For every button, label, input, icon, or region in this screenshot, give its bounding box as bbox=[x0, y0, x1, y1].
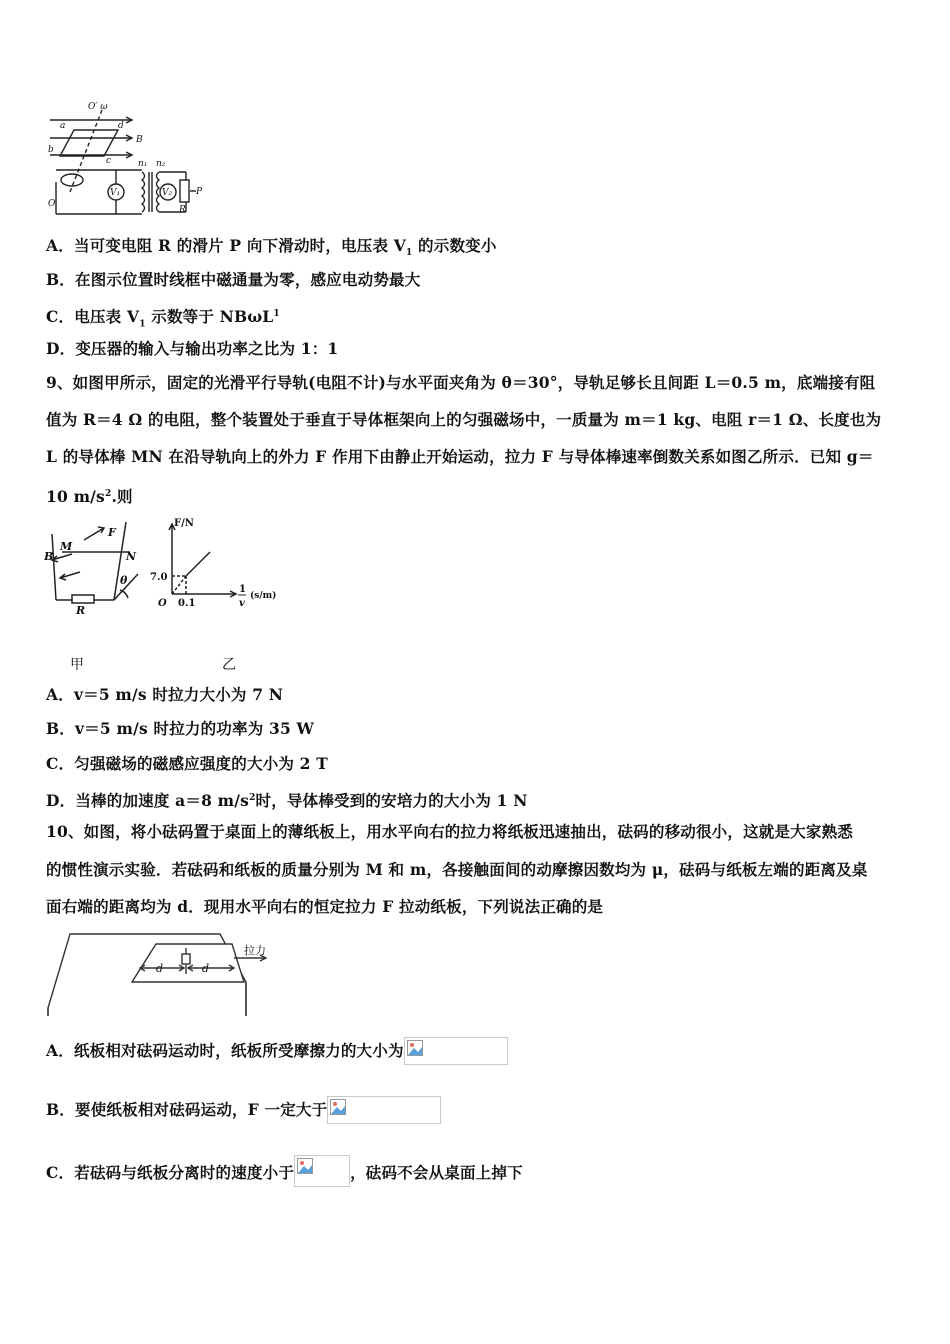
q9-stem-line-4: 10 $m/s^2$.则 bbox=[46, 487, 133, 507]
q9-jia-label-R: R bbox=[76, 604, 86, 617]
q8-option-d: D．变压器的输入与输出功率之比为 1：1 bbox=[46, 339, 339, 358]
q8-label-v2: V₂ bbox=[162, 188, 173, 198]
q9-yi-ytick: 7.0 bbox=[150, 572, 168, 583]
q9-figure-jia bbox=[44, 514, 154, 618]
q8-option-b: B．在图示位置时线框中磁通量为零，感应电动势最大 bbox=[46, 270, 421, 289]
q10-fig-d-right: d bbox=[202, 962, 210, 975]
q9-yi-xlabel-num: 1 bbox=[239, 584, 246, 595]
q9-yi-ylabel: F/N bbox=[174, 518, 194, 529]
q10-option-b: B．要使纸板相对砝码运动，F 一定大于 bbox=[46, 1096, 441, 1124]
q8-label-c: c bbox=[106, 156, 112, 166]
q9-stem-line-1: 9、如图甲所示，固定的光滑平行导轨(电阻不计)与水平面夹角为 θ＝30°，导轨足够长且间距 L＝0.5 m，底端接有阻 bbox=[46, 373, 876, 392]
q9-yi-xunit: (s/m) bbox=[250, 591, 277, 601]
broken-image-icon bbox=[330, 1099, 346, 1115]
formula-image-placeholder bbox=[404, 1037, 508, 1065]
q8-label-n2: n₂ bbox=[156, 159, 166, 169]
q10-stem-line-2: 的惯性演示实验．若砝码和纸板的质量分别为 M 和 m，各接触面间的动摩擦因数均为 μ，砝码与纸板左端的距离及桌 bbox=[46, 860, 868, 879]
q9-yi-xtick: 0.1 bbox=[178, 598, 196, 609]
q8-label-v1: V₁ bbox=[110, 188, 121, 198]
q9-option-c: C．匀强磁场的磁感应强度的大小为 2 T bbox=[46, 754, 328, 773]
q9-stem-line-2: 值为 R＝4 Ω 的电阻，整个装置处于垂直于导体框架向上的匀强磁场中，一质量为 m＝1 kg、电阻 r＝1 Ω、长度也为 bbox=[46, 410, 882, 429]
q9-caption-yi: 乙 bbox=[222, 657, 236, 673]
q9-jia-label-N: N bbox=[126, 550, 137, 563]
q10-fig-d-left: d bbox=[156, 962, 164, 975]
broken-image-icon bbox=[407, 1040, 423, 1056]
q10-fig-pull-label: 拉力 bbox=[244, 944, 266, 957]
q9-option-d: D．当棒的加速度 a＝8 $m/s^2$时，导体棒受到的安培力的大小为 1 N bbox=[46, 791, 528, 811]
q10-stem-line-1: 10、如图，将小砝码置于桌面上的薄纸板上，用水平向右的拉力将纸板迅速抽出，砝码的移动很小，这就是大家熟悉 bbox=[46, 822, 853, 841]
q9-option-b: B．v＝5 m/s 时拉力的功率为 35 W bbox=[46, 719, 315, 738]
q10-figure bbox=[44, 928, 284, 1020]
q9-jia-label-theta: θ bbox=[120, 574, 128, 587]
q8-label-a: a bbox=[60, 121, 66, 131]
formula-image-placeholder bbox=[327, 1096, 441, 1124]
q8-option-a: A．当可变电阻 R 的滑片 P 向下滑动时，电压表 $V_1$ 的示数变小 bbox=[46, 236, 497, 259]
q9-caption-jia: 甲 bbox=[70, 657, 84, 673]
q10-option-a: A．纸板相对砝码运动时，纸板所受摩擦力的大小为 bbox=[46, 1037, 508, 1065]
q8-label-d: d bbox=[118, 121, 124, 131]
q9-yi-origin: O bbox=[158, 598, 167, 609]
broken-image-icon bbox=[297, 1158, 313, 1174]
q8-figure bbox=[46, 100, 206, 220]
q9-jia-label-B: B bbox=[44, 550, 54, 563]
q8-label-P: P bbox=[196, 187, 203, 197]
q8-label-B: B bbox=[136, 135, 143, 145]
q8-label-oprime: O′ ω bbox=[88, 102, 108, 112]
q10-stem-line-3: 面右端的距离均为 d．现用水平向右的恒定拉力 F 拉动纸板，下列说法正确的是 bbox=[46, 897, 604, 916]
q10-option-c: C．若砝码与纸板分离时的速度小于 ，砝码不会从桌面上掉下 bbox=[46, 1155, 523, 1187]
q9-jia-label-F: F bbox=[108, 526, 116, 539]
q8-label-n1: n₁ bbox=[138, 159, 148, 169]
q8-label-R: R bbox=[179, 205, 186, 215]
formula-image-placeholder bbox=[294, 1155, 350, 1187]
q9-option-a: A．v＝5 m/s 时拉力大小为 7 N bbox=[46, 685, 284, 704]
q9-stem-line-3: L 的导体棒 MN 在沿导轨向上的外力 F 作用下由静止开始运动，拉力 F 与导体棒速率倒数关系如图乙所示．已知 g＝ bbox=[46, 447, 874, 466]
q9-yi-xlabel-den: v bbox=[239, 598, 245, 609]
q8-label-b: b bbox=[48, 145, 54, 155]
q9-figure-yi bbox=[150, 514, 290, 614]
q9-jia-label-M: M bbox=[60, 540, 73, 553]
q8-option-c: C．电压表 $V_1$ 示数等于 NBωL$^1$ bbox=[46, 307, 280, 330]
q8-label-O: O bbox=[48, 199, 56, 209]
